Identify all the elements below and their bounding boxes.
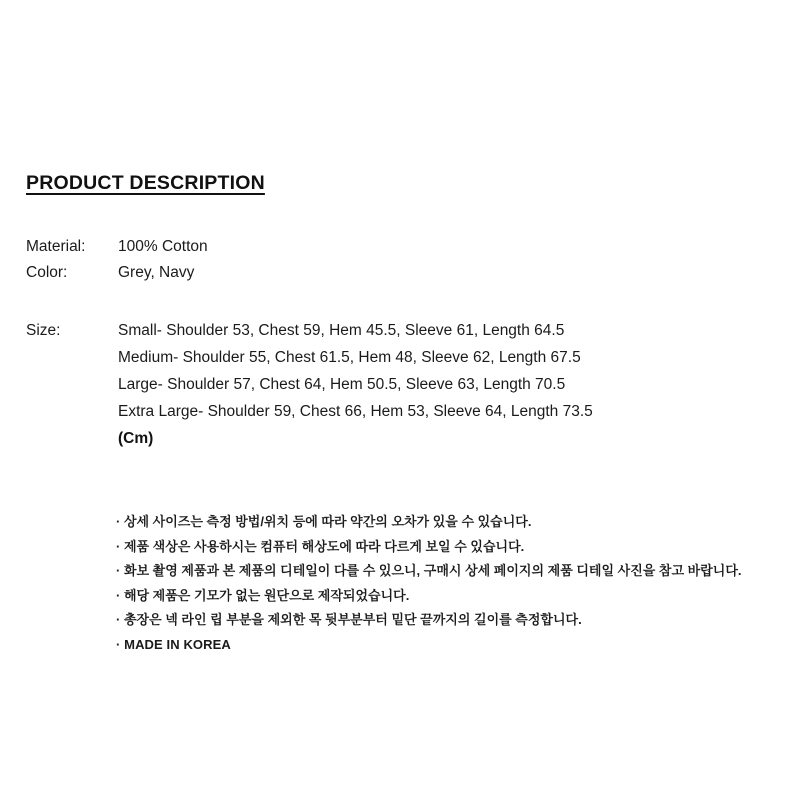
note-line: · 총장은 넥 라인 립 부분을 제외한 목 뒷부분부터 밑단 끝까지의 길이를 측정합니다. (116, 612, 582, 627)
spec-label-color: Color: (26, 264, 68, 281)
page-title: PRODUCT DESCRIPTION (26, 172, 265, 194)
spec-value-color: Grey, Navy (118, 264, 195, 281)
size-line-extra-large: Extra Large- Shoulder 59, Chest 66, Hem 53, Sleeve 64, Length 73.5 (118, 403, 593, 420)
spec-value-material: 100% Cotton (118, 238, 208, 255)
note-line: · 해당 제품은 기모가 없는 원단으로 제작되었습니다. (116, 587, 410, 603)
note-line: · 상세 사이즈는 측정 방법/위치 등에 따라 약간의 오차가 있을 수 있습니다. (116, 514, 532, 529)
size-line-list (118, 317, 786, 452)
size-line-medium: Medium- Shoulder 55, Chest 61.5, Hem 48, Sleeve 62, Length 67.5 (118, 349, 581, 366)
size-line-large: Large- Shoulder 57, Chest 64, Hem 50.5, Sleeve 63, Length 70.5 (118, 376, 566, 393)
spec-label-material: Material: (26, 238, 86, 255)
note-line: · 화보 촬영 제품과 본 제품의 디테일이 다를 수 있으니, 구매시 상세 페이지의 제품 디테일 사진을 참고 바랍니다. (116, 563, 742, 578)
notes-list (116, 510, 786, 657)
spec-list (26, 234, 766, 286)
note-line: · 제품 색상은 사용하시는 컴퓨터 해상도에 따라 다르게 보일 수 있습니다. (116, 538, 525, 554)
spec-row (26, 234, 766, 260)
size-unit: (Cm) (118, 430, 154, 447)
size-label: Size: (26, 322, 61, 339)
size-section (26, 317, 786, 452)
note-line-made-in: · MADE IN KOREA (116, 636, 231, 652)
size-line-small: Small- Shoulder 53, Chest 59, Hem 45.5, Sleeve 61, Length 64.5 (118, 322, 565, 339)
spec-row (26, 260, 766, 286)
